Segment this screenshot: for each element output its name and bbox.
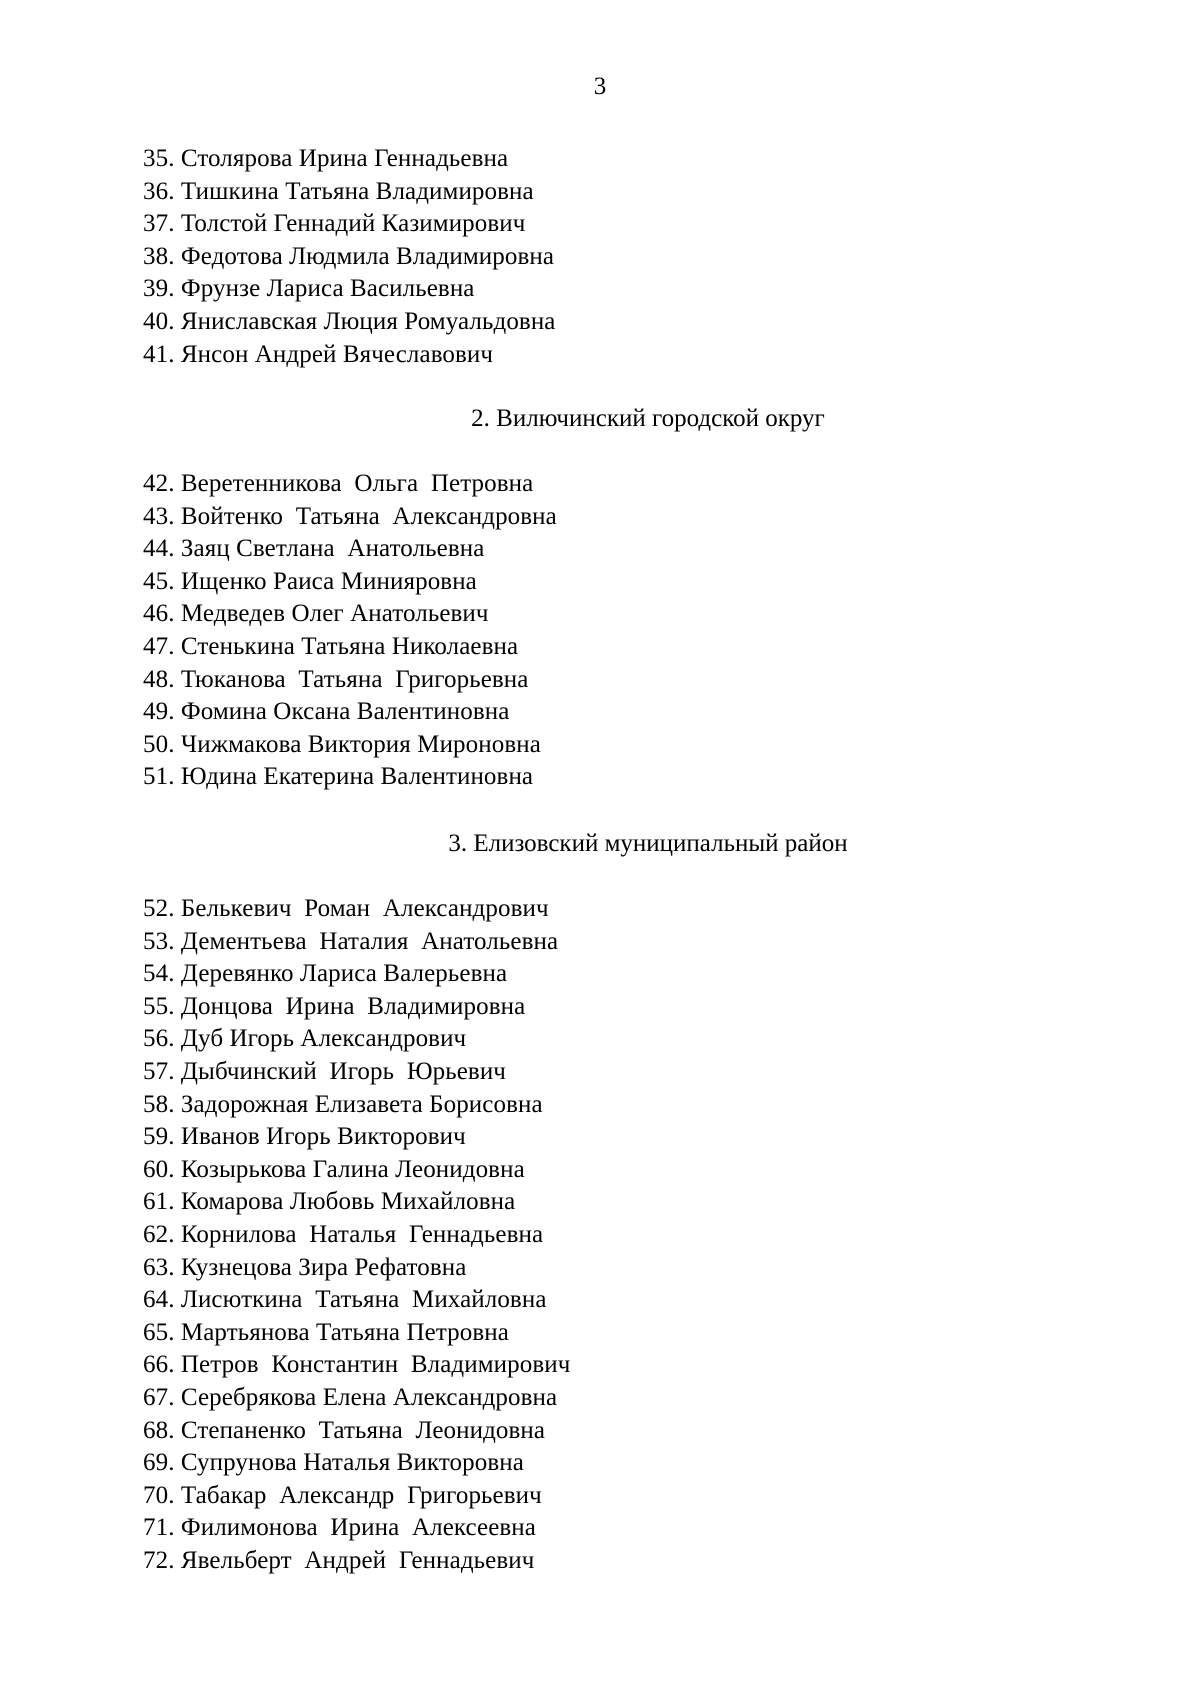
list-item: 45. Ищенко Раиса Минияровна [143, 567, 477, 595]
list-item: 46. Медведев Олег Анатольевич [143, 600, 489, 628]
list-item: 56. Дуб Игорь Александрович [143, 1025, 467, 1053]
list-item: 40. Яниславская Люция Ромуальдовна [143, 307, 556, 335]
list-item: 42. Веретенникова Ольга Петровна [143, 470, 534, 497]
list-item: 48. Тюканова Татьяна Григорьевна [143, 665, 529, 693]
page-number: 3 [593, 73, 607, 100]
list-item: 61. Комарова Любовь Михайловна [143, 1188, 516, 1216]
list-item: 37. Толстой Геннадий Казимирович [143, 210, 526, 238]
list-item: 64. Лисюткина Татьяна Михайловна [143, 1286, 547, 1314]
list-item: 53. Дементьева Наталия Анатольевна [143, 927, 559, 955]
list-item: 44. Заяц Светлана Анатольевна [143, 535, 485, 563]
list-item: 54. Деревянко Лариса Валерьевна [143, 960, 508, 988]
list-item: 71. Филимонова Ирина Алексеевна [143, 1514, 536, 1542]
list-item: 70. Табакар Александр Григорьевич [143, 1481, 542, 1509]
list-item: 47. Стенькина Татьяна Николаевна [143, 632, 519, 660]
list-item: 52. Белькевич Роман Александрович [143, 895, 549, 922]
list-item: 66. Петров Константин Владимирович [143, 1351, 571, 1379]
section-heading-elizovo: 3. Елизовский муниципальный район [448, 830, 848, 857]
list-item: 38. Федотова Людмила Владимировна [143, 242, 555, 270]
list-item: 68. Степаненко Татьяна Леонидовна [143, 1416, 546, 1444]
list-item: 39. Фрунзе Лариса Васильевна [143, 275, 475, 303]
list-item: 35. Столярова Ирина Геннадьевна [143, 145, 509, 172]
list-item: 69. Супрунова Наталья Викторовна [143, 1449, 524, 1477]
list-item: 58. Задорожная Елизавета Борисовна [143, 1090, 543, 1118]
list-item: 41. Янсон Андрей Вячеславович [143, 340, 494, 368]
list-item: 60. Козырькова Галина Леонидовна [143, 1155, 525, 1183]
list-item: 59. Иванов Игорь Викторович [143, 1123, 466, 1151]
list-item: 49. Фомина Оксана Валентиновна [143, 698, 510, 726]
name-list-section-2 [143, 468, 1103, 794]
name-list-section-1 [143, 143, 1103, 371]
list-item: 72. Явельберт Андрей Геннадьевич [143, 1546, 535, 1574]
list-item: 67. Серебрякова Елена Александровна [143, 1383, 558, 1411]
list-item: 51. Юдина Екатерина Валентиновна [143, 763, 534, 791]
list-item: 62. Корнилова Наталья Геннадьевна [143, 1220, 544, 1248]
list-item: 57. Дыбчинский Игорь Юрьевич [143, 1057, 506, 1085]
list-item: 55. Донцова Ирина Владимировна [143, 992, 526, 1020]
list-item: 65. Мартьянова Татьяна Петровна [143, 1318, 509, 1346]
list-item: 50. Чижмакова Виктория Мироновна [143, 730, 541, 758]
list-item: 63. Кузнецова Зира Рефатовна [143, 1253, 467, 1281]
list-item: 36. Тишкина Татьяна Владимировна [143, 177, 534, 205]
name-list-section-3 [143, 893, 1103, 1577]
section-heading-vilyuchinsk: 2. Вилючинский городской округ [471, 405, 825, 432]
list-item: 43. Войтенко Татьяна Александровна [143, 502, 557, 530]
